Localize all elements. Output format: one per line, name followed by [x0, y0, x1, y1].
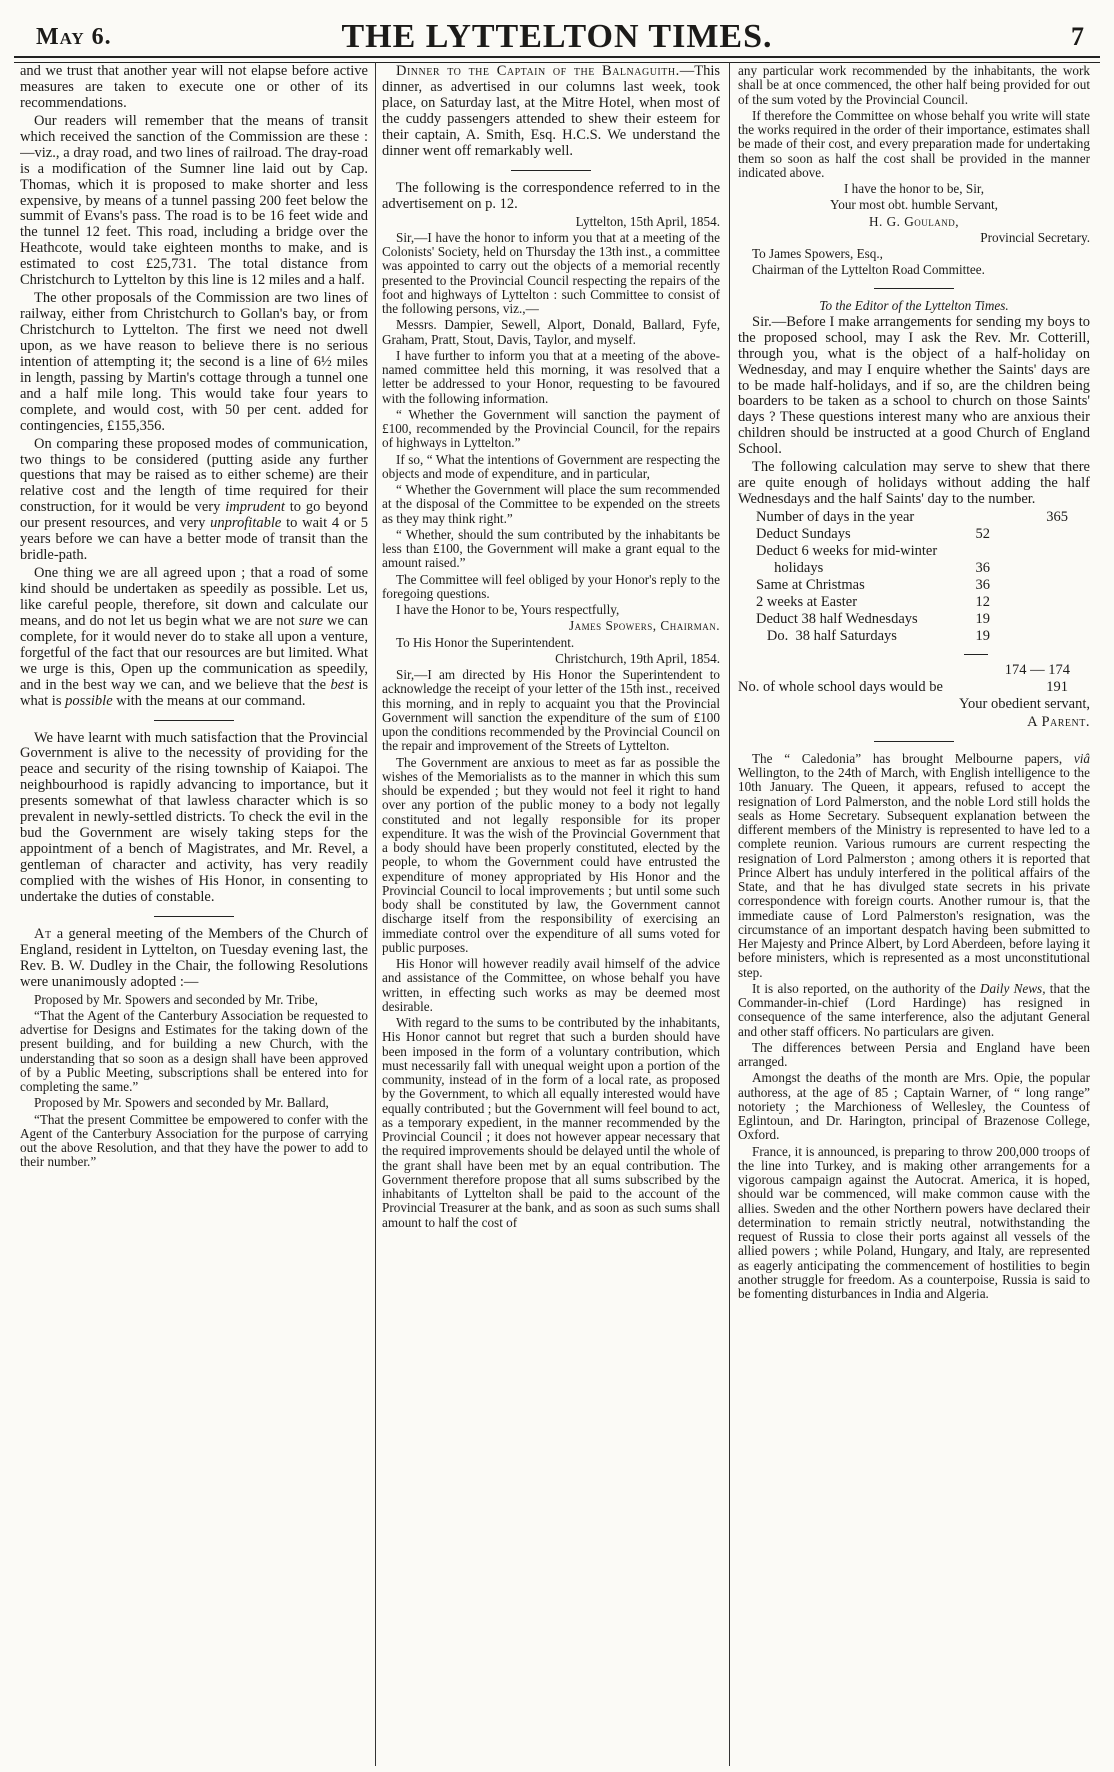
- masthead-rule: [14, 56, 1100, 63]
- paragraph: “ Whether, should the sum contributed by the inhabitants be less than £100, the Government will make a grant equal to the amount raised.”: [382, 526, 720, 571]
- paragraph: We have learnt with much satisfaction that the Provincial Government is alive to the necessity of providing for the peace and security of the rising township of Kaiapoi. The neighbourhood is rapidly advancing to importance, but it presents somewhat of that lawless character which is so prevalent in newly-settled districts. To check the evil in the bud the Government are wisely taking steps for the appointment of a bench of Magistrates, and Mr. Revel, a gentleman of character and activity, has very readily complied with the wishes of His Honor, in consenting to undertake the duties of constable.: [20, 729, 368, 905]
- paragraph: His Honor will however readily avail himself of the advice and assistance of the Committee, on whose behalf you have written, in effecting such works as may be deemed most desirable.: [382, 956, 720, 1014]
- paragraph: One thing we are all agreed upon ; that a road of some kind should be undertaken as speedily as possible. Let us, like careful people, therefore, sit down and calculate our means, and do not let us begin what we are not sure we can complete, for it would never do to stake all upon a venture, forgetful of the fact that our resources are but limited. What we urge is this, Open up the communication as speedily, and in the best way we can, and we believe that the best is what is possible with the means at our command.: [20, 565, 368, 709]
- letter-closing: Your obedient servant,: [958, 696, 1090, 712]
- column-3: [738, 64, 1090, 1766]
- paragraph: “ Whether the Government will sanction the payment of £100, recommended by the Provincial Council, for the repairs of highways in Lyttelton.”: [382, 406, 720, 451]
- paragraph: If so, “ What the intentions of Government are respecting the objects and mode of expenditure, and in particular,: [382, 451, 720, 481]
- paragraph: If therefore the Committee on whose behalf you write will state the works required in the order of their importance, estimates shall be made of their cost, and every preparation made for undertaking them so soon as half the cost shall be provided in the manner indicated above.: [738, 107, 1090, 180]
- holiday-calculation: [738, 510, 1090, 697]
- paragraph: Proposed by Mr. Spowers and seconded by Mr. Tribe,: [34, 991, 318, 1007]
- letter-signature-title: Provincial Secretary.: [980, 229, 1090, 245]
- paragraph: Chairman of the Lyttelton Road Committee.: [752, 262, 985, 278]
- section-divider: [874, 741, 954, 742]
- paragraph: The other proposals of the Commission are two lines of railway, either from Christchurch to Gollan's bay, or from Christchurch to Lyttelton. The first we need not dwell upon, as we have reason to believe there is no serious intention of attempting it; the second is a line of 6½ miles in length, passing by Martin's cottage through a tunnel one and a half mile long. This would take four years to complete, and would cost, with 50 per cent. added for contingencies, £155,356.: [20, 290, 368, 434]
- news-paragraph: The “ Caledonia” has brought Melbourne papers, viâ Wellington, to the 24th of March, with English intelligence to the 10th January. The Queen, it appears, refused to accept the resignation of Lord Palmerston, and the noble Lord still holds the seals as Home Secretary. Subsequent explanation between the different members of the Ministry is represented to have led to a complete reunion. Various rumours are current respecting the resignation of Lord Palmerston ; among others it is reported that Prince Albert has unduly interfered in the political affairs of the State, and that he has divulged state secrets in his private correspondence with foreign courts. Another rumour is, that the immediate cause of Lord Palmerston's resignation, was the circumstance of an important despatch having been submitted to Her Majesty and Prince Albert, by Lord Aberdeen, before laying it before ministers, which is represented as a most unconstitutional step.: [738, 750, 1090, 980]
- section-divider: [511, 170, 591, 171]
- section-divider: [154, 720, 234, 721]
- letter-date: Lyttelton, 15th April, 1854.: [575, 213, 720, 229]
- section-divider: [874, 288, 954, 289]
- resolution-quote: “That the Agent of the Canterbury Association be requested to advertise for Designs and Estimates for the taking down of the present building, and for building a new Church, with the understanding that so soon as a design shall have been approved of by a Public Meeting, subscriptions shall be entered into for completing the same.”: [20, 1007, 368, 1095]
- paragraph: The Government are anxious to meet as far as possible the wishes of the Memorialists as to the manner in which this sum should be expended ; but they would not feel it right to hand over any portion of the public money to a body not legally constituted and not legally responsible for its proper expenditure. It was the wish of the Provincial Government that a body should have been properly constituted, elected by the people, to whom the Government could have entrusted the expenditure of money appropriated by His Honor and the Provincial Council to local improvements ; but until some such body shall be constituted by law, the Government cannot discharge itself from the responsibility of exercising an immediate control over the expenditure of all sums voted for public purposes.: [382, 754, 720, 955]
- column-1: [20, 64, 368, 1766]
- letter-signature: A Parent.: [1027, 713, 1090, 730]
- paragraph: To His Honor the Superintendent.: [396, 634, 575, 650]
- calc-rule: [738, 646, 1090, 663]
- calc-row: Deduct 6 weeks for mid-winter: [756, 543, 938, 559]
- news-paragraph: Amongst the deaths of the month are Mrs. Opie, the popular authoress, at the age of 85 ; Captain Warner, of “ long range” notoriety ; the Marchioness of Wellesley, the Countess of Eglintoun, and Dr. Harington, principal of Brazenose College, Oxford.: [738, 1070, 1090, 1143]
- paragraph: Our readers will remember that the means of transit which received the sanction of the Commission are these :—viz., a dray road, and two lines of railroad. The dray-road is a modification of the Sumner line laid out by Cap. Thomas, which it is proposed to make shorter and less expensive, by means of a tunnel passing 200 feet below the summit of Evans's pass. The road is to be 16 feet wide and the tunnel 12 feet. This road, including a bridge over the Heathcote, would take eighteen months to make, and is estimated to cost £25,731. The total distance from Christchurch to Lyttelton by this line is 12 miles and a half.: [20, 112, 368, 289]
- paragraph: At a general meeting of the Members of the Church of England, resident in Lyttelton, on Tuesday evening last, the Rev. B. W. Dudley in the Chair, the following Resolutions were unanimously adopted :—: [20, 925, 368, 990]
- letter-closing: I have the honor to be, Sir,: [843, 181, 985, 196]
- paragraph: Sir.—Before I make arrangements for sending my boys to the proposed school, may I ask the Rev. Mr. Cotterill, through you, what is the object of a half-holiday on Wednesday, and may I enquire whether the Saints' days are to be made half-holidays, and if so, are the children being boarders to be taken as a school to church on those Saints' days ? These questions interest many who are anxious their children should be instructed at a good Church of England School.: [738, 313, 1090, 458]
- news-paragraph: The differences between Persia and England have been arranged.: [738, 1039, 1090, 1070]
- paragraph: Messrs. Dampier, Sewell, Alport, Donald, Ballard, Fyfe, Graham, Pratt, Stout, Davis, Taylor, and myself.: [382, 317, 720, 347]
- letter-heading: To the Editor of the Lyttelton Times.: [819, 297, 1009, 313]
- paragraph: “ Whether the Government will place the sum recommended at the disposal of the Committee to be expended on the streets as they may think right.”: [382, 482, 720, 526]
- paragraph: and we trust that another year will not elapse before active measures are taken to execute one or other of its recommendations.: [20, 64, 368, 111]
- dinner-article: Dinner to the Captain of the Balnaguith.—This dinner, as advertised in our columns last week, took place, on Saturday last, at the Mitre Hotel, when most of the cuddy passengers attended to shew their esteem for their captain, A. Smith, Esq. H.C.S. We understand the dinner went off remarkably well.: [382, 64, 720, 159]
- section-divider: [154, 916, 234, 917]
- paragraph: Proposed by Mr. Spowers and seconded by Mr. Ballard,: [34, 1095, 329, 1111]
- calc-row: Deduct 38 half Wednesdays 19: [756, 611, 990, 627]
- calc-row: Number of days in the year 365: [756, 509, 1068, 525]
- paragraph: The Committee will feel obliged by your Honor's reply to the foregoing questions.: [382, 571, 720, 601]
- paragraph: The following is the correspondence referred to in the advertisement on p. 12.: [382, 179, 720, 212]
- paragraph: On comparing these proposed modes of communication, two things to be considered (putting aside any further questions that may be raised as to either scheme) are their relative cost and the length of time required for their construction, for it would be very imprudent to go beyond our present resources, and very unprofitable to wait 4 or 5 years before we can have a better mode of transit than the bridle-path.: [20, 435, 368, 564]
- calc-final-row: No. of whole school days would be 191: [738, 679, 1068, 695]
- paragraph: I have further to inform you that at a meeting of the above-named committee held this morning, it was resolved that a letter be addressed to your Honor, requesting to be favoured with the following information.: [382, 347, 720, 406]
- calc-total-row: 174 — 174: [1004, 662, 1070, 678]
- column-rule: [375, 62, 376, 1766]
- column-2: [382, 64, 720, 1766]
- resolution-quote: “That the present Committee be empowered to confer with the Agent of the Canterbury Association for the purpose of carrying out the above Resolution, and that they have the power to add to their number.”: [20, 1111, 368, 1170]
- issue-date: May 6.: [36, 24, 112, 50]
- calc-row: Same at Christmas 36: [756, 577, 990, 593]
- news-paragraph: France, it is announced, is preparing to throw 200,000 troops of the line into Turkey, and is making other arrangements for a vigorous campaign against the Autocrat. America, it is hoped, should war be commenced, will make common cause with the allies. Sweden and the other Northern powers have declared their determination to remain strictly neutral, notwithstanding the request of Russia to close their ports against all vessels of the allied powers ; while Poland, Hungary, and Italy, are represented as eagerly anticipating the commencement of hostilities to begin another struggle for freedom. As a counterpoise, Russia is said to be fomenting disturbances in India and Algeria.: [738, 1143, 1090, 1302]
- newspaper-title: THE LYTTELTON TIMES.: [341, 18, 773, 55]
- masthead: [14, 14, 1100, 54]
- paragraph: Sir,—I am directed by His Honor the Superintendent to acknowledge the receipt of your letter of the 15th inst., received this morning, and in reply to acquaint you that the Provincial Government will sanction the expenditure of the sum of £100 upon the conditions recommended by the Provincial Council on the repair and improvement of the Streets of Lyttelton.: [382, 667, 720, 754]
- letter-date: Christchurch, 19th April, 1854.: [555, 650, 720, 666]
- letter-closing: Your most obt. humble Servant,: [830, 197, 998, 213]
- calc-row: Deduct Sundays 52: [756, 526, 990, 542]
- paragraph: any particular work recommended by the inhabitants, the work shall be at once commenced, the other half being provided for out of the sum voted by the Provincial Council.: [738, 64, 1090, 107]
- page-number: 7: [1071, 22, 1084, 51]
- news-paragraph: It is also reported, on the authority of the Daily News, that the Commander-in-chief (Lord Hardinge) has resigned in consequence of the same interference, also the adjutant General and other staff officers. No particulars are given.: [738, 980, 1090, 1039]
- paragraph: With regard to the sums to be contributed by the inhabitants, His Honor cannot but regret that such a burden should have been imposed in the form of a voluntary contribution, which must necessarily fall with unequal weight upon a portion of the community, instead of in the form of a local rate, as proposed by the Government, to which all equally interested would have equally contributed ; but the Government will feel bound to act, as a temporary expedient, in the manner recommended by the Provincial Council ; it does not however appear necessary that the required improvements should be delayed until the whole of the grant shall have been met by an equal contribution. The Government therefore propose that all sums subscribed by the inhabitants of Lyttelton shall be paid to the account of the Provincial Treasurer at the bank, and as soon as such sums shall amount to half the cost of: [382, 1015, 720, 1230]
- letter-signature: H. G. Gouland,: [868, 213, 960, 229]
- paragraph: The following calculation may serve to shew that there are quite enough of holidays without adding the half Wednesdays and the half Saints' day to the number.: [738, 459, 1090, 508]
- column-rule: [729, 62, 730, 1766]
- paragraph: I have the Honor to be, Yours respectfully,: [396, 602, 620, 617]
- calc-row: holidays 36: [756, 560, 990, 576]
- calc-row: Do. 38 half Saturdays 19: [756, 628, 990, 644]
- paragraph: To James Spowers, Esq.,: [752, 246, 883, 261]
- calc-row: 2 weeks at Easter 12: [756, 594, 990, 610]
- paragraph: Sir,—I have the honor to inform you that at a meeting of the Colonists' Society, held on Thursday the 13th inst., a committee was appointed to carry out the objects of a memorial recently presented to the Provincial Council respecting the repairs of the foot and highways of Lyttelton : such Committee to consist of the following persons, viz.,—: [382, 229, 720, 316]
- letter-signature: James Spowers, Chairman.: [569, 618, 720, 634]
